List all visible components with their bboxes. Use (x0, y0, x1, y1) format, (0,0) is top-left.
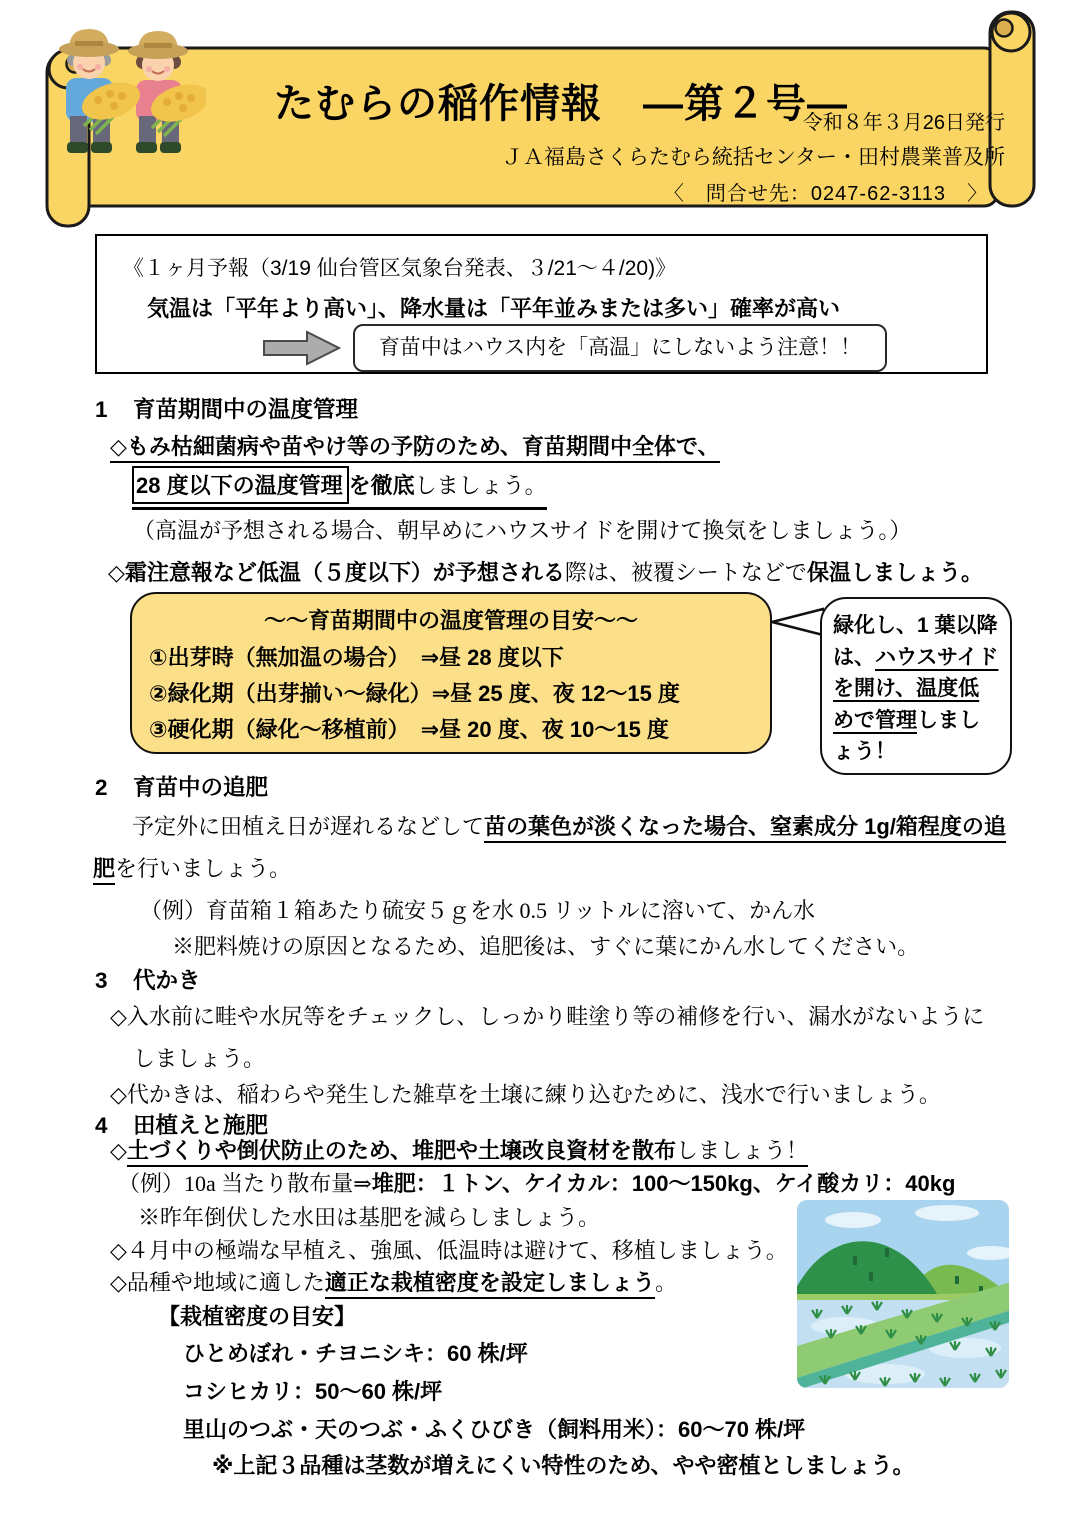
section2-note: ※肥料焼けの原因となるため、追肥後は、すぐに葉にかん水してください。 (172, 934, 920, 959)
section2-heading (95, 770, 268, 802)
speech-bubble-tail (770, 606, 824, 638)
section1-point3: ◇霜注意報など低温（５度以下）が予想される際は、被覆シートなどで保温しましょう。 (108, 560, 983, 585)
section4-point2: ◇４月中の極端な早植え、強風、低温時は避けて、移植しましょう。 (110, 1238, 788, 1263)
right-block-arrow-icon (263, 330, 341, 366)
section4-number: 4 (95, 1113, 108, 1138)
issue-date: 令和８年３月26日発行 (802, 112, 1005, 134)
issuer-organization: ＪＡ福島さくらたむら統括センター・田村農業普及所 (501, 146, 1005, 169)
contact-phone: 〈 問合せ先：0247-62-3113 〉 (663, 183, 988, 205)
section4-point3: ◇品種や地域に適した適正な栽植密度を設定しましょう。 (110, 1266, 677, 1297)
density-note: ※上記３品種は茎数が増えにくい特性のため、やや密植としましょう。 (212, 1453, 915, 1478)
section4-example: （例）10a 当たり散布量⇒堆肥：１トン、ケイカル：100～150kg、ケイ酸カリ：40kg (118, 1171, 956, 1196)
temp-limit-boxed-text: 28 度以下の温度管理 (132, 466, 349, 504)
section1-title: 育苗期間中の温度管理 (133, 397, 359, 422)
section4-note: ※昨年倒伏した水田は基肥を減らしましょう。 (138, 1205, 601, 1230)
section4-title: 田植えと施肥 (133, 1113, 269, 1138)
greening-advice-bubble: 緑化し、1 葉以降は、ハウスサイドを開け、温度低めで管理しましょう！ (820, 597, 1012, 775)
section1-point2: 28 度以下の温度管理 を徹底しましょう。 (132, 466, 547, 510)
section1-heading (95, 392, 358, 424)
temp-row-hardening: ③硬化期（緑化～移植前） ⇒昼 20 度、夜 10～15 度 (149, 717, 669, 742)
section2-paragraph-line2: 肥を行いましょう。 (93, 852, 291, 883)
section3-point1-line2: しましょう。 (133, 1046, 266, 1071)
section1-number: 1 (95, 397, 108, 422)
density-row-satoyama: 里山のつぶ・天のつぶ・ふくひびき（飼料用米）：60～70 株/坪 (183, 1417, 806, 1442)
temp-row-greening: ②緑化期（出芽揃い～緑化）⇒昼 25 度、夜 12～15 度 (149, 681, 680, 706)
header-scroll-banner (44, 8, 1036, 230)
section3-heading (95, 963, 201, 995)
forecast-summary-line: 気温は「平年より高い」、降水量は「平年並みまたは多い」確率が高い (147, 296, 841, 321)
section3-number: 3 (95, 968, 108, 993)
density-guide-title: 【栽植密度の目安】 (158, 1304, 357, 1329)
temp-row-emergence: ①出芽時（無加温の場合） ⇒昼 28 度以下 (149, 645, 564, 670)
rice-paddy-illustration (795, 1198, 1011, 1390)
section1-point1: ◇もみ枯細菌病や苗やけ等の予防のため、育苗期間中全体で、 (110, 430, 720, 461)
newsletter-title: たむらの稲作情報 ―第２号― (274, 82, 848, 126)
section1-note: （高温が予想される場合、朝早めにハウスサイドを開けて換気をしましょう。） (133, 518, 912, 543)
section2-example: （例）育苗箱１箱あたり硫安５ｇを水 0.5 リットルに溶いて、かん水 (140, 898, 816, 923)
section2-number: 2 (95, 775, 108, 800)
density-row-koshihikari: コシヒカリ：50～60 株/坪 (183, 1379, 443, 1404)
section2-paragraph-line1: 予定外に田植え日が遅れるなどして苗の葉色が淡くなった場合、窒素成分 1g/箱程度の追 (132, 810, 1006, 841)
temperature-guide-box (130, 592, 772, 754)
section2-title: 育苗中の追肥 (133, 775, 269, 800)
hothouse-warning-callout: 育苗中はハウス内を「高温」にしないよう注意！！ (353, 324, 887, 372)
section3-point1-line1: ◇入水前に畦や水尻等をチェックし、しっかり畦塗り等の補修を行い、漏水がないように (110, 1004, 985, 1029)
density-row-hitomebore: ひとめぼれ・チヨニシキ：60 株/坪 (183, 1341, 528, 1366)
section3-title: 代かき (133, 968, 201, 993)
section4-point1: ◇土づくりや倒伏防止のため、堆肥や土壌改良資材を散布しましょう！ (110, 1134, 808, 1165)
section3-point2: ◇代かきは、稲わらや発生した雑草を土壌に練り込むために、浅水で行いましょう。 (110, 1082, 941, 1107)
monthly-forecast-box (95, 234, 988, 374)
farmers-illustration (44, 8, 206, 160)
forecast-source-line: 《１ヶ月予報（3/19 仙台管区気象台発表、３/21～４/20)》 (123, 257, 677, 280)
temperature-guide-title: ～～育苗期間中の温度管理の目安～～ (263, 608, 638, 633)
